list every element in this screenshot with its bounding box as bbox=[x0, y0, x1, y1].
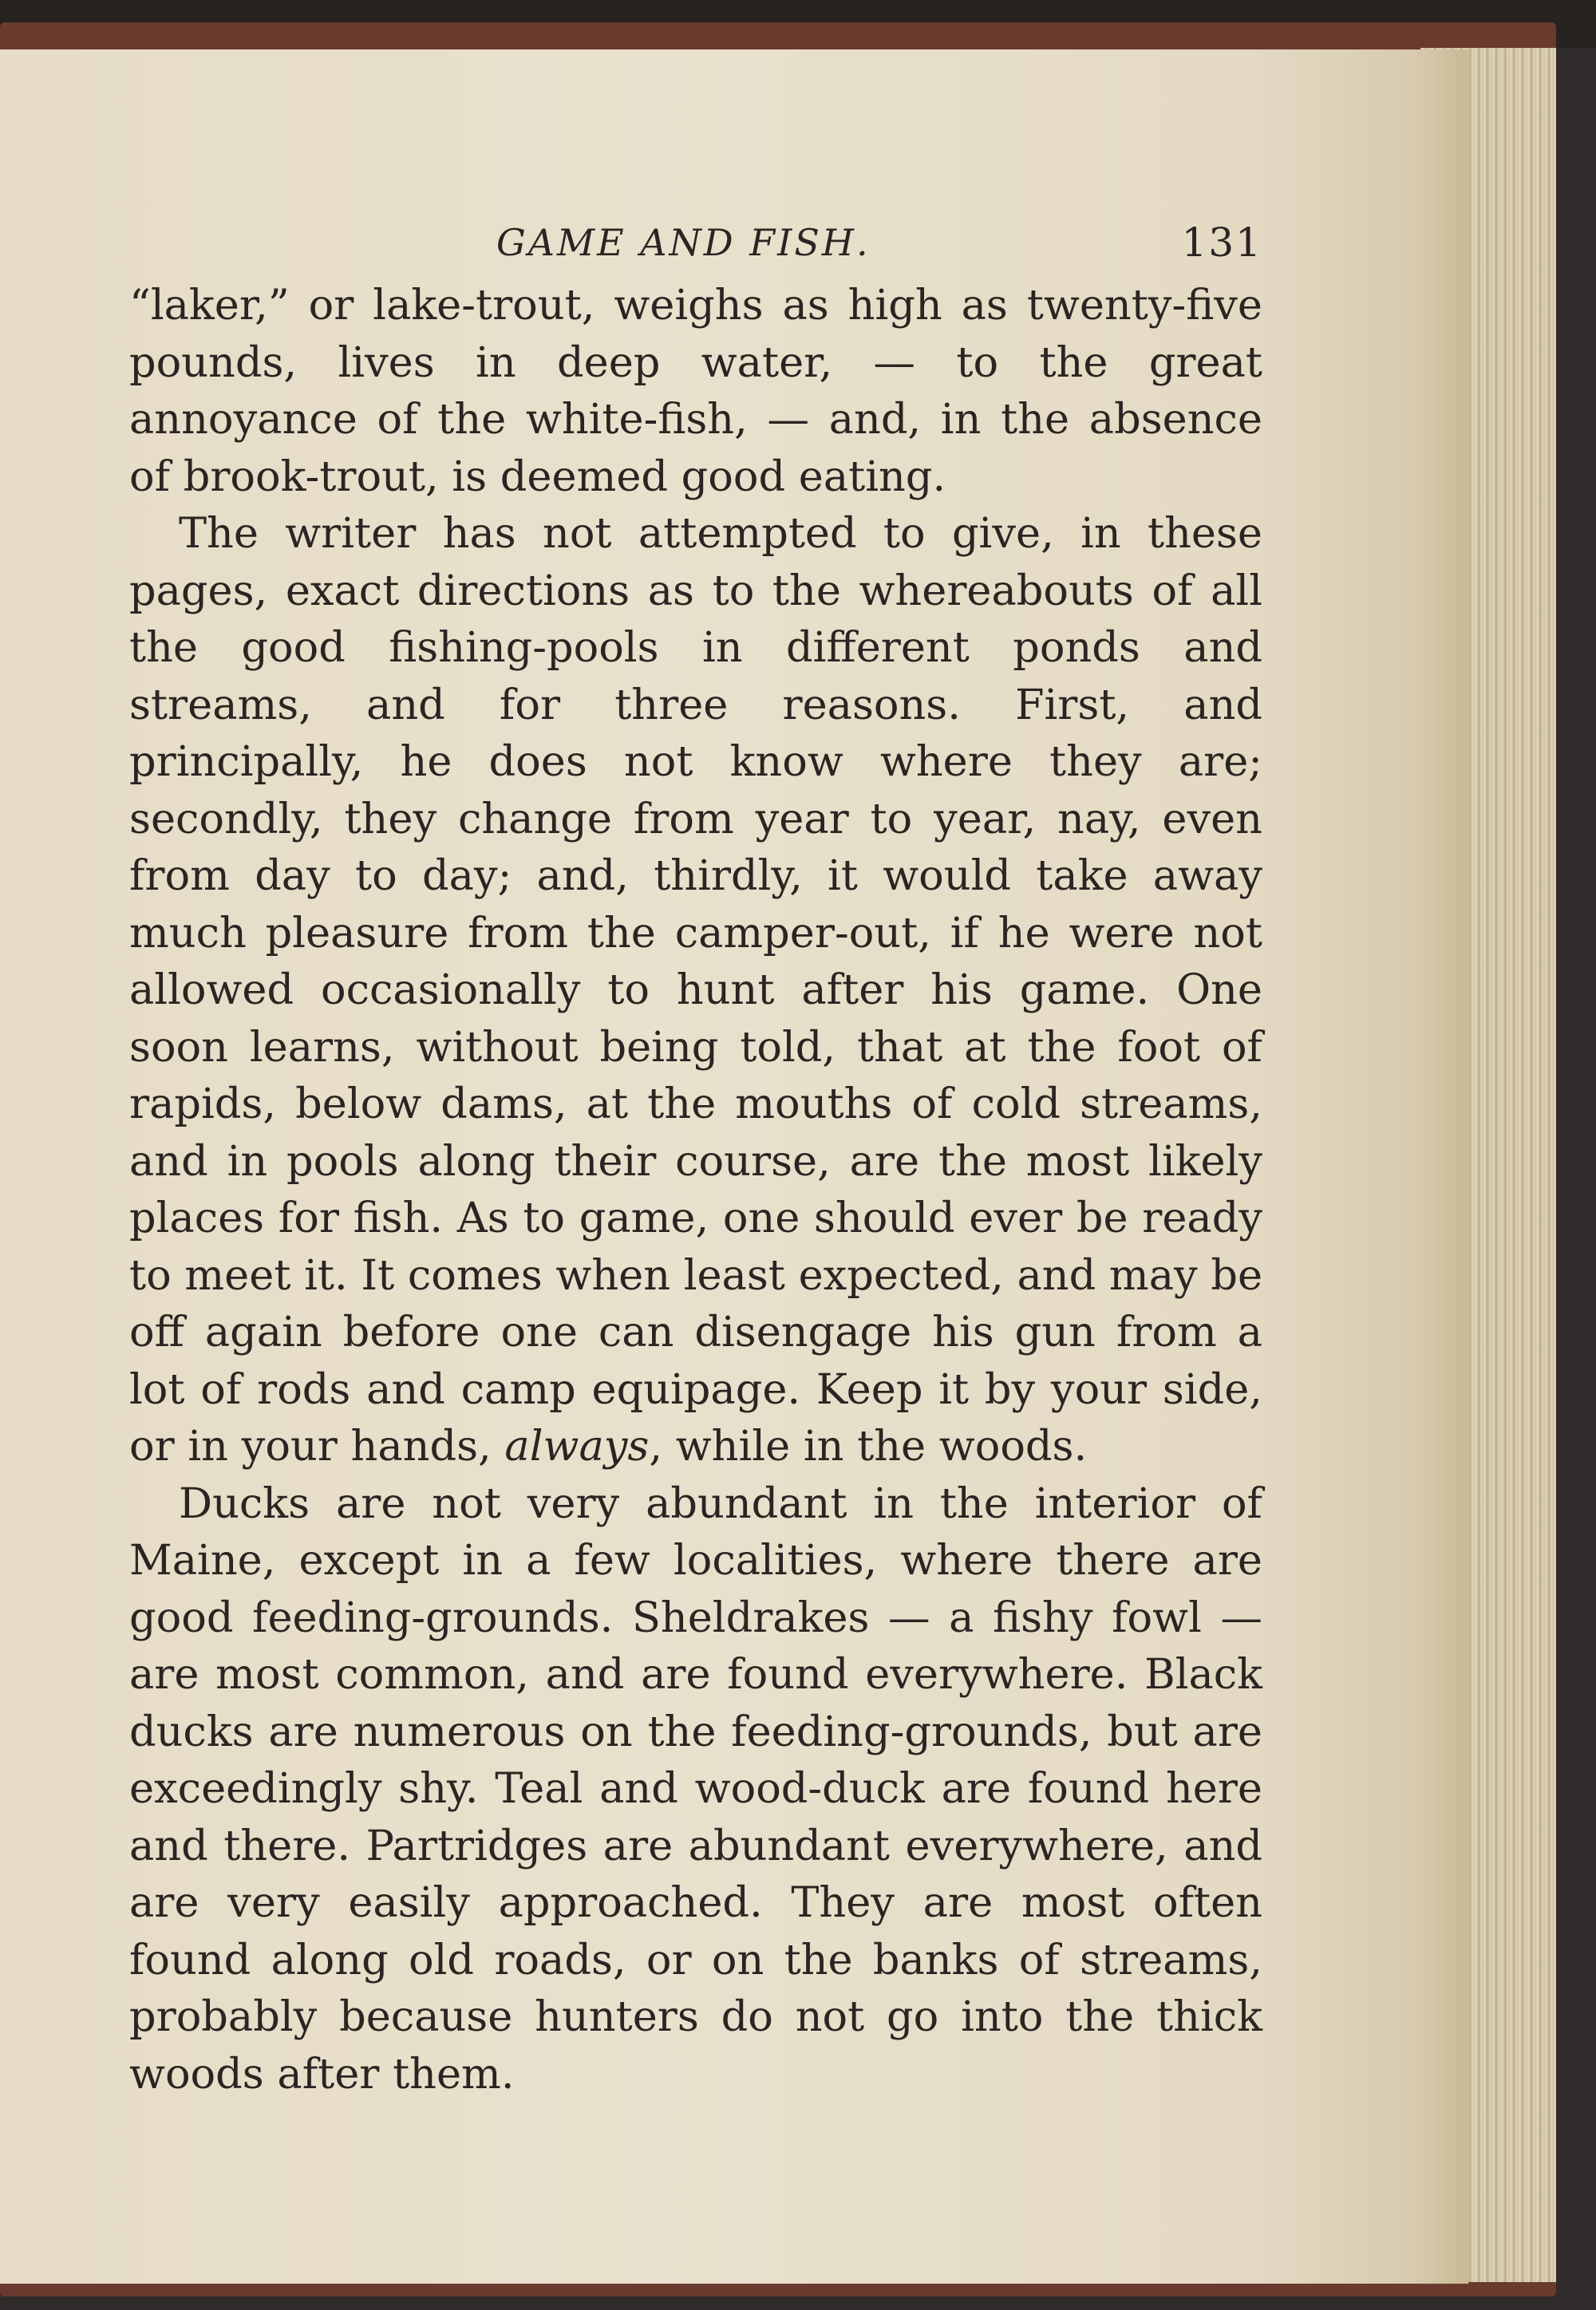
paragraph-2-text: The writer has not attempted to give, in these pages, exact directions as to the whereabouts of all the good fishing-pools in different ponds and streams, and for three reasons. First, and principally, he does not know where they are; secondly, they change from year to year, nay, even from day to day; and, thirdly, it would take away much pleasure from the camper-out, if he were not allowed occasionally to hunt after his game. One soon learns, without being told, that at the foot of rapids, below dams, at the mouths of cold streams, and in pools along their course, are the most likely places for fish. As to game, one should ever be ready to meet it. It comes when least expected, and may be off again before one can disengage his gun from a lot of rods and camp equipage. Keep it by your side, or in your hands, bbox=[129, 509, 1263, 1471]
running-head-title: GAME AND FISH. bbox=[496, 221, 871, 264]
page-number: 131 bbox=[1181, 219, 1262, 266]
emphasis-always: always bbox=[504, 1422, 650, 1471]
paragraph-2-text-end: , while in the woods. bbox=[649, 1422, 1088, 1471]
paragraph-2 bbox=[129, 505, 1262, 1475]
paragraph-1: “laker,” or lake-trout, weighs as high as twenty-five pounds, lives in deep water, — to the great annoyance of the white-fish, — and, in the absence of brook-trout, is deemed good eating. bbox=[129, 281, 1262, 501]
running-head bbox=[129, 213, 1262, 277]
text-block bbox=[129, 213, 1262, 2103]
paragraph-3: Ducks are not very abundant in the interior of Maine, except in a few localities, where there are good feeding-grounds. Sheldrakes — a fishy fowl — are most common, and are found everywhere. Black ducks are numerous on the feeding-grounds, but are exceedingly shy. Teal and wood-duck are found here and there. Partridges are abundant everywhere, and are very easily approached. They are most often found along old roads, or on the banks of streams, probably because hunters do not go into the thick woods after them. bbox=[129, 1479, 1262, 2099]
book-page bbox=[0, 49, 1468, 2284]
